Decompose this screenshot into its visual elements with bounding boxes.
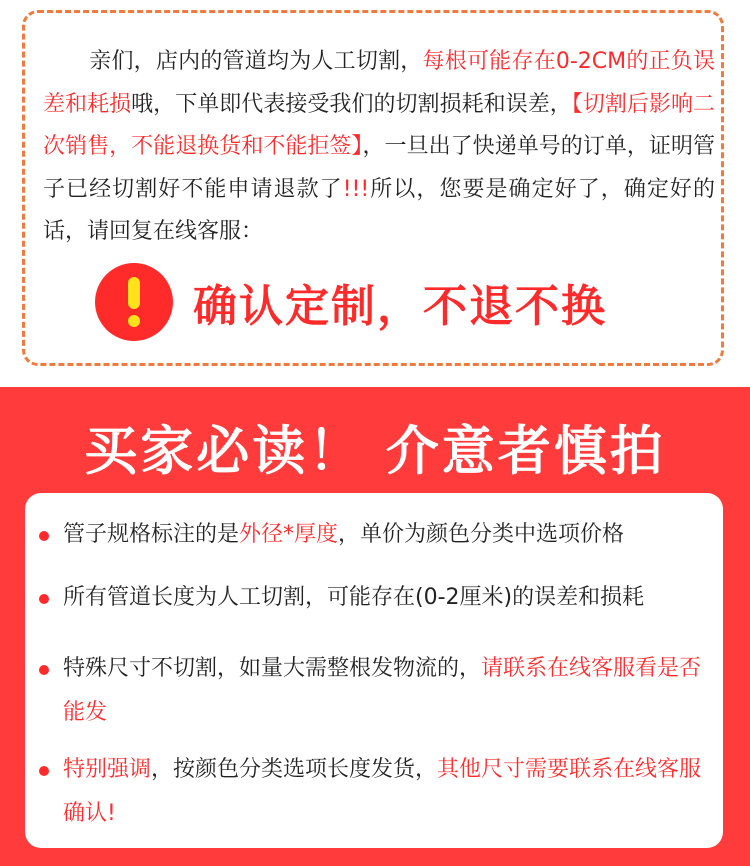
- section-title: 买家必读！ 介意者慎拍: [84, 421, 666, 482]
- notice-warning-no-return: 【切割后影响二次销售，不能退换货和不能拒签】: [43, 91, 715, 159]
- bullet-dot-icon: [39, 594, 49, 604]
- bullet-dot-icon: [39, 531, 49, 541]
- bullet-dot-icon: [39, 766, 49, 776]
- item-text: 所有管道长度为人工切割，可能存在(0-2厘米)的误差和损耗: [63, 585, 645, 610]
- item-text: ，按颜色分类选项长度发货，: [151, 757, 438, 782]
- notes-card: [25, 493, 723, 848]
- list-item: [63, 513, 703, 557]
- notice-exclaim: !!!: [342, 176, 370, 202]
- notice-closing: 所以，您要是确定好了，确定好的话，请回复在线客服：: [43, 176, 715, 244]
- buyer-notes-section: [0, 387, 750, 866]
- item-highlight: 外径*厚度: [239, 522, 339, 547]
- notice-intro: 亲们，店内的管道均为人工切割，: [89, 49, 423, 74]
- item-text: ，单价为颜色分类中选项价格: [338, 522, 625, 547]
- item-highlight: 特别强调: [63, 757, 152, 782]
- item-highlight: 其他尺寸需要联系在线客服确认!: [63, 757, 702, 826]
- banner-text: 确认定制，不退不换: [193, 281, 607, 332]
- item-text: 管子规格标注的是: [63, 522, 240, 547]
- exclamation-circle-icon: [95, 263, 173, 341]
- item-text: 特殊尺寸不切割，如量大需整根发物流的，: [63, 656, 482, 681]
- notice-warning-tolerance: 每根可能存在0-2CM的正负误差和耗损: [43, 49, 715, 117]
- notice-text: [43, 41, 715, 254]
- bullet-dot-icon: [39, 665, 49, 675]
- list-item: [63, 647, 703, 735]
- list-item: [63, 576, 703, 620]
- list-item: [63, 748, 703, 836]
- item-highlight: 请联系在线客服看是否能发: [63, 656, 702, 725]
- notice-after: ，一旦出了快递单号的订单，证明管子已经切割好不能申请退款了: [43, 134, 715, 202]
- confirm-banner: [95, 262, 607, 342]
- notice-middle: 哦，下单即代表接受我们的切割损耗和误差，: [131, 91, 572, 117]
